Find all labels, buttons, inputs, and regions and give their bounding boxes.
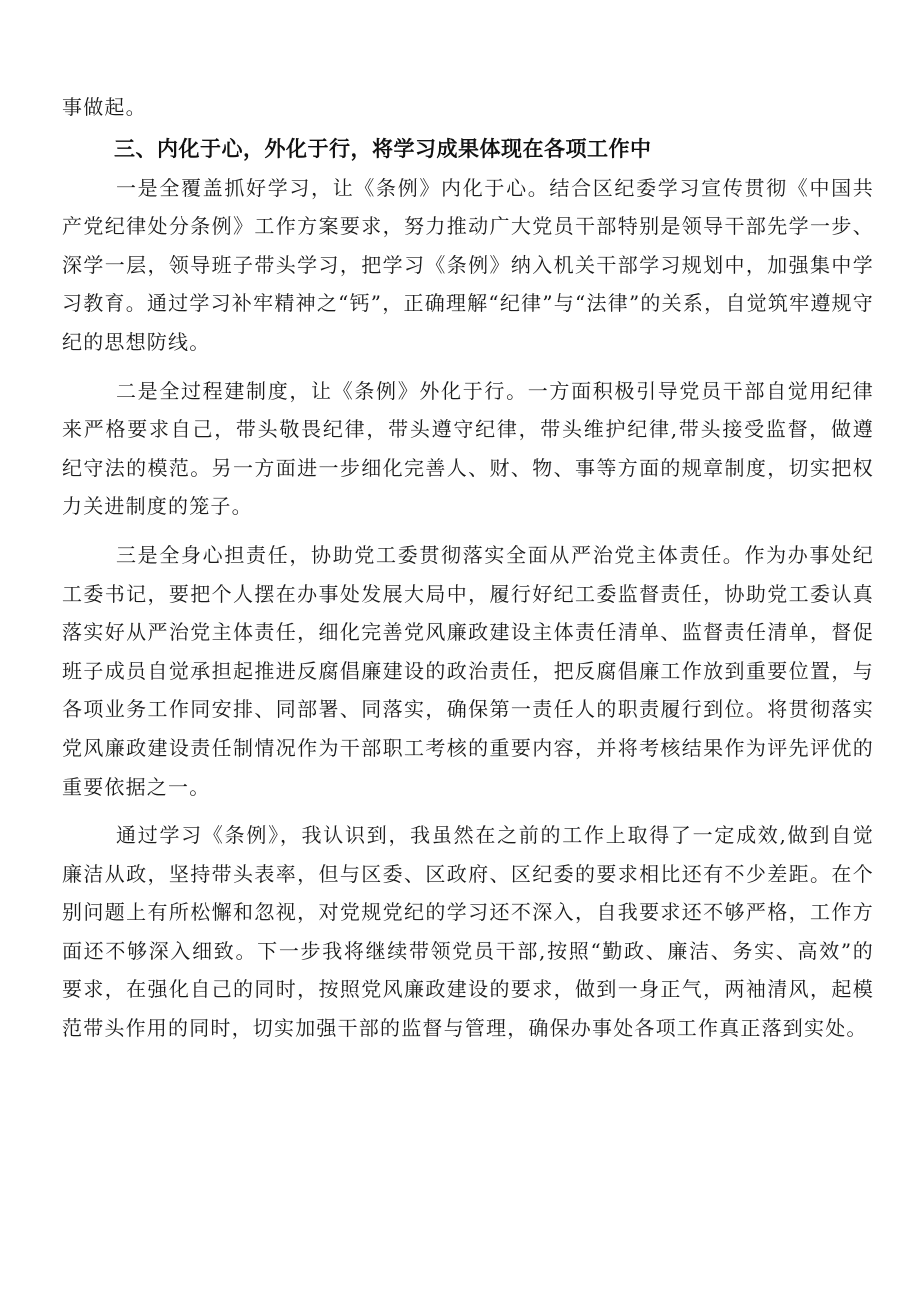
section-heading: 三、内化于心，外化于行，将学习成果体现在各项工作中 bbox=[114, 136, 652, 161]
paragraph-full-coverage-study: 一是全覆盖抓好学习，让《条例》内化于心。结合区纪委学习宣传贯彻《中国共产党纪律处分条例》工作方案要求，努力推动广大党员干部特别是领导干部先学一步、深学一层，领导班子带头学习，把学习《条例》纳入机关干部学习规划中，加强集中学习教育。通过学习补牢精神之“钙”，正确理解“纪律”与“法律”的关系，自觉筑牢遵规守纪的思想防线。 bbox=[62, 175, 874, 354]
continuation-text: 事做起。 bbox=[62, 95, 147, 119]
paragraph-conclusion: 通过学习《条例》，我认识到，我虽然在之前的工作上取得了一定成效,做到自觉廉洁从政，坚持带头表率，但与区委、区政府、区纪委的要求相比还有不少差距。在个别问题上有所松懈和忽视，对党规党纪的学习还不深入，自我要求还不够严格，工作方面还不够深入细致。下一步我将继续带领党员干部,按照“勤政、廉洁、务实、高效”的要求，在强化自己的同时，按照党风廉政建设的要求，做到一身正气，两袖清风，起模范带头作用的同时，切实加强干部的监督与管理，确保办事处各项工作真正落到实处。 bbox=[62, 823, 874, 1041]
paragraph-full-process-system: 二是全过程建制度，让《条例》外化于行。一方面积极引导党员干部自觉用纪律来严格要求自己，带头敬畏纪律，带头遵守纪律，带头维护纪律,带头接受监督，做遵纪守法的模范。另一方面进一步细化完善人、财、物、事等方面的规章制度，切实把权力关进制度的笼子。 bbox=[62, 378, 874, 519]
document-page bbox=[62, 88, 874, 1048]
paragraph-full-responsibility: 三是全身心担责任，协助党工委贯彻落实全面从严治党主体责任。作为办事处纪工委书记，要把个人摆在办事处发展大局中，履行好纪工委监督责任，协助党工委认真落实好从严治党主体责任，细化完善党风廉政建设主体责任清单、监督责任清单，督促班子成员自觉承担起推进反腐倡廉建设的政治责任，把反腐倡廉工作放到重要位置，与各项业务工作同安排、同部署、同落实，确保第一责任人的职责履行到位。将贯彻落实党风廉政建设责任制情况作为干部职工考核的重要内容，并将考核结果作为评先评优的重要依据之一。 bbox=[62, 542, 874, 799]
